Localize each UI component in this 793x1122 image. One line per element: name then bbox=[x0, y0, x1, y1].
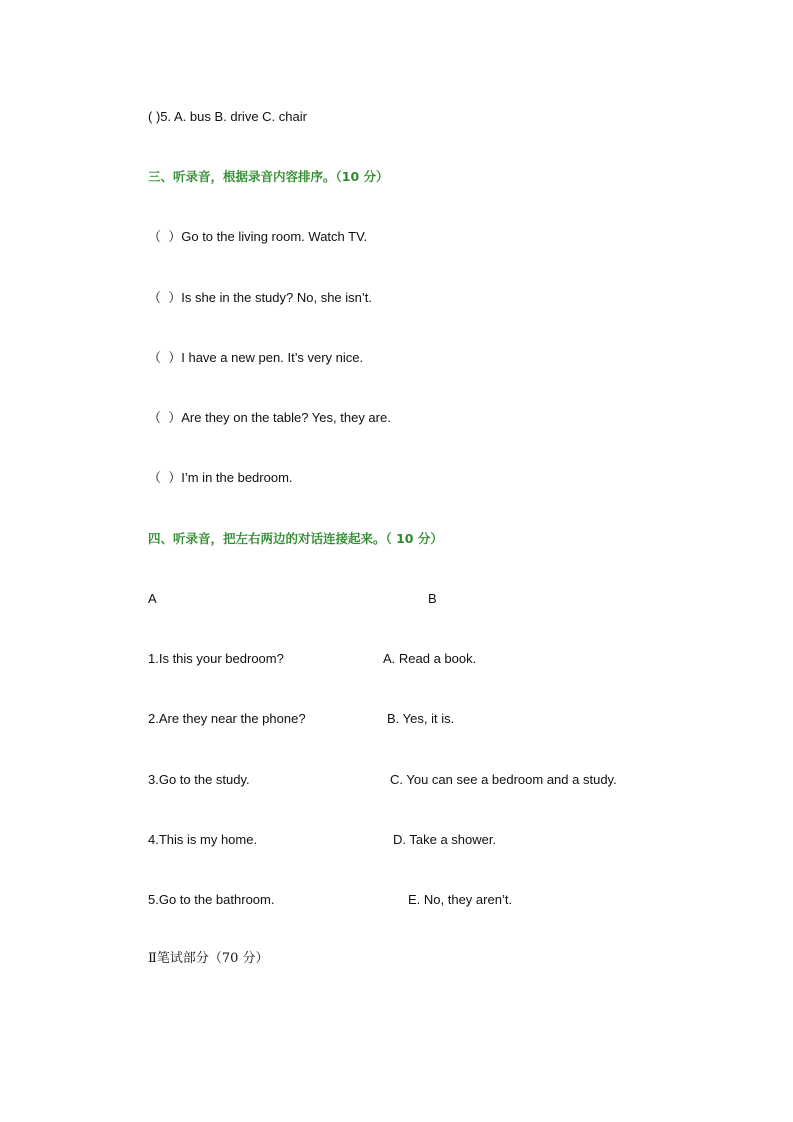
ordering-item-text: I have a new pen. It’s very nice. bbox=[181, 350, 364, 365]
match-left-5: 5.Go to the bathroom. bbox=[148, 892, 275, 907]
match-right-d: D. Take a shower. bbox=[393, 832, 497, 847]
match-right-e: E. No, they aren’t. bbox=[408, 892, 513, 907]
question-5: ( )5. A. bus B. drive C. chair bbox=[148, 109, 307, 124]
match-left-3: 3.Go to the study. bbox=[148, 772, 250, 787]
section-4-title: 四、听录音，把左右两边的对话连接起来。（ 10 分） bbox=[148, 531, 443, 546]
answer-paren: （ ） bbox=[148, 229, 182, 244]
ordering-item-2 bbox=[148, 290, 372, 306]
ordering-item-text: Are they on the table? Yes, they are. bbox=[181, 410, 391, 425]
match-left-2: 2.Are they near the phone? bbox=[148, 711, 306, 726]
match-right-c: C. You can see a bedroom and a study. bbox=[390, 772, 617, 787]
ordering-item-text: I’m in the bedroom. bbox=[181, 470, 293, 485]
ordering-item-text: Go to the living room. Watch TV. bbox=[181, 229, 368, 244]
ordering-item-5 bbox=[148, 470, 293, 486]
section-3-title: 三、听录音，根据录音内容排序。（10 分） bbox=[148, 169, 389, 184]
ordering-item-3 bbox=[148, 350, 363, 366]
column-a-header: A bbox=[148, 591, 157, 606]
part-2-title: Ⅱ笔试部分（70 分） bbox=[148, 951, 269, 966]
match-left-4: 4.This is my home. bbox=[148, 832, 258, 847]
match-left-1: 1.Is this your bedroom? bbox=[148, 651, 284, 666]
answer-paren: （ ） bbox=[148, 290, 182, 305]
column-b-header: B bbox=[428, 591, 437, 606]
ordering-item-4 bbox=[148, 410, 391, 426]
ordering-item-text: Is she in the study? No, she isn’t. bbox=[181, 290, 373, 305]
answer-paren: （ ） bbox=[148, 350, 182, 365]
answer-paren: （ ） bbox=[148, 470, 182, 485]
ordering-item-1 bbox=[148, 229, 367, 245]
match-right-b: B. Yes, it is. bbox=[387, 711, 455, 726]
answer-paren: （ ） bbox=[148, 410, 182, 425]
match-right-a: A. Read a book. bbox=[383, 651, 477, 666]
